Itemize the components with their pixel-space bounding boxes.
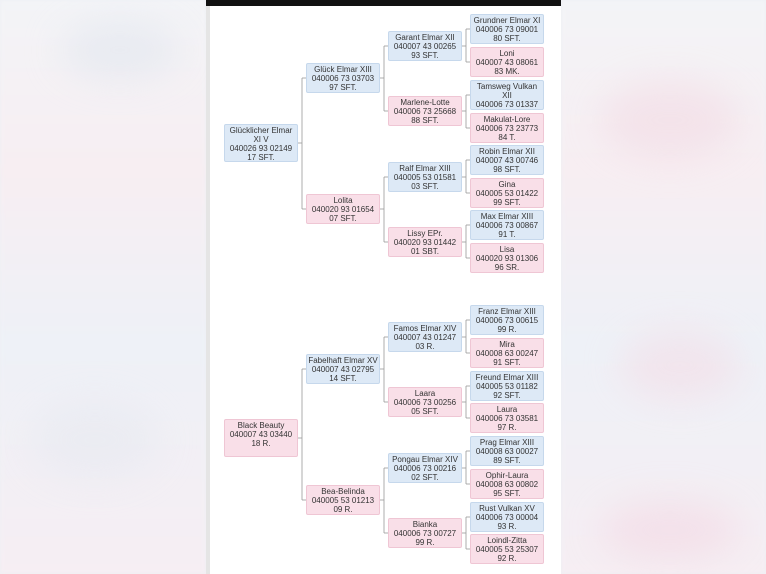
registration-number: 040006 73 00256 05 SFT. — [393, 398, 457, 416]
pedigree-node[interactable] — [470, 210, 544, 240]
pedigree-node[interactable] — [306, 63, 380, 93]
registration-number: 040007 43 03440 18 R. — [229, 430, 293, 448]
horse-name: Ralf Elmar XIII — [399, 164, 451, 173]
pedigree-node[interactable] — [470, 113, 544, 143]
horse-name: Max Elmar XIII — [480, 212, 534, 221]
horse-name: Freund Elmar XIII — [475, 373, 539, 382]
pedigree-panel — [206, 6, 561, 574]
horse-name: Famos Elmar XIV — [393, 324, 457, 333]
background-blob — [600, 80, 740, 160]
registration-number: 040006 73 23773 84 T. — [475, 124, 539, 142]
background-blob — [600, 500, 740, 560]
registration-number: 040005 53 01182 92 SFT. — [476, 382, 538, 400]
pedigree-node[interactable] — [470, 47, 544, 77]
horse-name: Glück Elmar XIII — [314, 65, 372, 74]
registration-number: 040020 93 01442 01 SBT. — [393, 238, 457, 256]
registration-number: 040020 93 01306 96 SR. — [475, 254, 539, 272]
registration-number: 040008 63 00802 95 SFT. — [475, 480, 539, 498]
horse-name: Laara — [414, 389, 436, 398]
pedigree-node[interactable] — [388, 31, 462, 61]
registration-number: 040006 73 00615 99 R. — [475, 316, 539, 334]
horse-name: Franz Elmar XIII — [478, 307, 536, 316]
pedigree-node[interactable] — [470, 178, 544, 208]
registration-number: 040006 73 00004 93 R. — [475, 513, 539, 531]
pedigree-node[interactable] — [306, 485, 380, 515]
registration-number: 040006 73 09001 80 SFT. — [475, 25, 539, 43]
horse-name: Prag Elmar XIII — [479, 438, 535, 447]
pedigree-node[interactable] — [470, 145, 544, 175]
registration-number: 040005 53 01581 03 SFT. — [393, 173, 457, 191]
pedigree-node[interactable] — [470, 80, 544, 110]
horse-name: Loni — [499, 49, 515, 58]
registration-number: 040007 43 01247 03 R. — [393, 333, 457, 351]
horse-name: Pongau Elmar XIV — [392, 455, 458, 464]
registration-number: 040007 43 00746 98 SFT. — [475, 156, 539, 174]
horse-name: Robin Elmar XII — [478, 147, 536, 156]
registration-number: 040007 43 08061 83 MK. — [475, 58, 539, 76]
pedigree-node[interactable] — [306, 194, 380, 224]
horse-name: Lissy EPr. — [407, 229, 443, 238]
registration-number: 040005 53 01422 99 SFT. — [475, 189, 539, 207]
registration-number: 040006 73 03581 97 R. — [475, 414, 539, 432]
horse-name: Ophir-Laura — [485, 471, 529, 480]
pedigree-node[interactable] — [388, 453, 462, 483]
horse-name: Black Beauty — [237, 421, 285, 430]
horse-name: Mira — [499, 340, 515, 349]
horse-name: Rust Vulkan XV — [479, 504, 535, 513]
pedigree-node[interactable] — [388, 387, 462, 417]
pedigree-node[interactable] — [224, 419, 298, 457]
registration-number: 040006 73 03703 97 SFT. — [311, 74, 375, 92]
pedigree-node[interactable] — [470, 469, 544, 499]
registration-number: 040006 73 00216 02 SFT. — [393, 464, 457, 482]
background-blob — [620, 330, 740, 400]
horse-name: Laura — [496, 405, 518, 414]
registration-number: 040006 73 00727 99 R. — [393, 529, 457, 547]
background-blob — [60, 20, 180, 80]
pedigree-node[interactable] — [388, 162, 462, 192]
registration-number: 040006 73 25668 88 SFT. — [393, 107, 457, 125]
horse-name: Gina — [498, 180, 516, 189]
pedigree-node[interactable] — [470, 371, 544, 401]
pedigree-node[interactable] — [470, 436, 544, 466]
horse-name: Garant Elmar XII — [395, 33, 455, 42]
horse-name: Lolita — [333, 196, 353, 205]
pedigree-node[interactable] — [470, 502, 544, 532]
horse-name: Makulat-Lore — [483, 115, 531, 124]
horse-name: Lisa — [499, 245, 515, 254]
horse-name: Tamsweg Vulkan XII — [476, 82, 538, 100]
pedigree-node[interactable] — [470, 14, 544, 44]
horse-name: Glücklicher Elmar XI V — [229, 126, 293, 144]
horse-name: Grundner Elmar XI — [473, 16, 541, 25]
pedigree-node[interactable] — [388, 96, 462, 126]
pedigree-node[interactable] — [470, 534, 544, 564]
registration-number: 040008 63 00247 91 SFT. — [475, 349, 539, 367]
background-blob — [30, 400, 160, 480]
registration-number: 040026 93 02149 17 SFT. — [229, 144, 293, 162]
registration-number: 040008 63 00027 89 SFT. — [475, 447, 539, 465]
horse-name: Bianka — [412, 520, 438, 529]
pedigree-node[interactable] — [306, 354, 380, 384]
registration-number: 040007 43 00265 93 SFT. — [393, 42, 457, 60]
pedigree-node[interactable] — [470, 403, 544, 433]
registration-number: 040005 53 01213 09 R. — [311, 496, 375, 514]
pedigree-node[interactable] — [224, 124, 298, 162]
horse-name: Bea-Belinda — [321, 487, 365, 496]
horse-name: Marlene-Lotte — [400, 98, 450, 107]
blurred-background-left — [0, 0, 206, 574]
pedigree-node[interactable] — [470, 243, 544, 273]
pedigree-node[interactable] — [388, 227, 462, 257]
pedigree-node[interactable] — [470, 305, 544, 335]
pedigree-node[interactable] — [470, 338, 544, 368]
pedigree-node[interactable] — [388, 518, 462, 548]
pedigree-node[interactable] — [388, 322, 462, 352]
registration-number: 040007 43 02795 14 SFT. — [311, 365, 375, 383]
registration-number: 040006 73 00867 91 T. — [475, 221, 539, 239]
horse-name: Loindl-Zitta — [487, 536, 527, 545]
horse-name: Fabelhaft Elmar XV — [308, 356, 378, 365]
registration-number: 040005 53 25307 92 R. — [475, 545, 539, 563]
registration-number: 040020 93 01654 07 SFT. — [311, 205, 375, 223]
registration-number: 040006 73 01337 — [475, 100, 539, 109]
